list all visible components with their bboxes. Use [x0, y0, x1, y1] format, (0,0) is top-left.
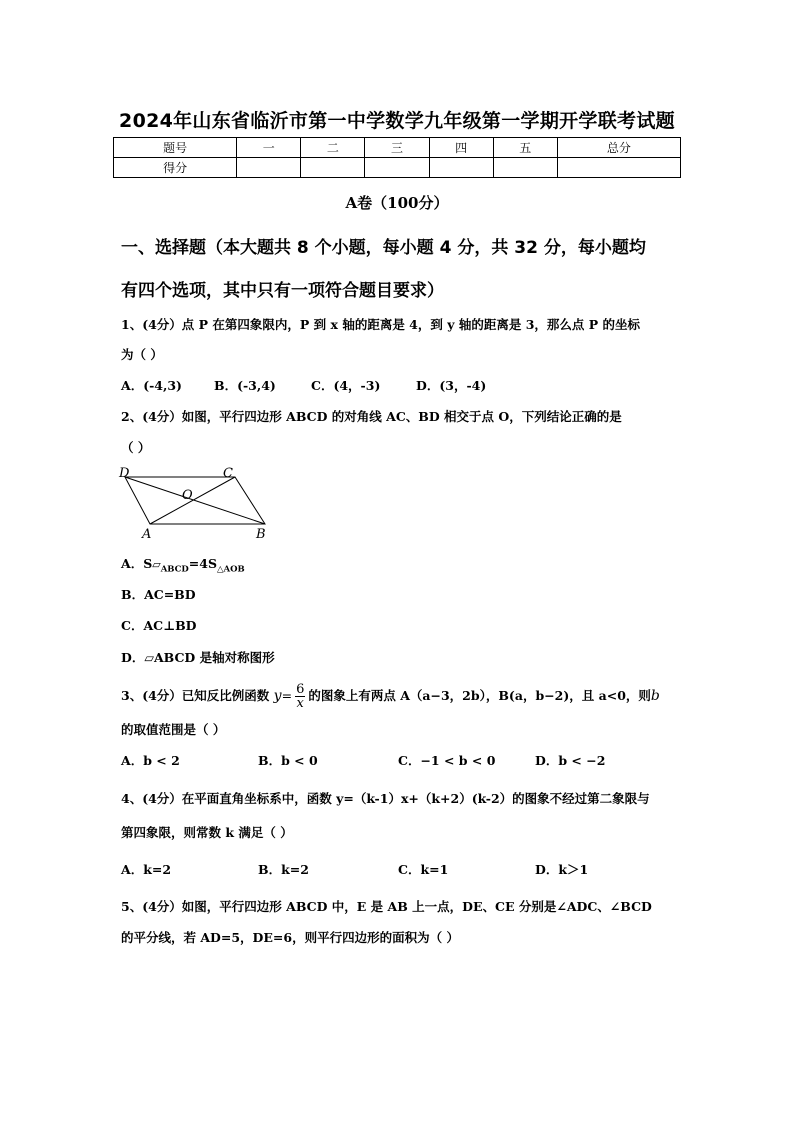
q3-stem-line1 [121, 683, 660, 710]
q2-option-c: C．AC⊥BD [121, 618, 197, 633]
q3-prefix: 3、(4分）已知反比例函数 [121, 688, 270, 703]
q2-option-d: D．▱ABCD 是轴对称图形 [121, 650, 275, 665]
parallelogram-figure [115, 462, 275, 544]
q3-numerator: 6 [296, 682, 305, 697]
option-a-mid: =4S [188, 556, 217, 571]
q3-option-d: D．b < −2 [535, 753, 606, 768]
q4-option-a: A．k=2 [121, 862, 172, 877]
q1-option-d: D．(3，-4) [416, 378, 487, 393]
table-cell: 题号 [114, 138, 237, 158]
q2-stem-line2: （ ） [121, 440, 151, 455]
parallelogram-symbol: ▱ [152, 558, 161, 571]
q1-option-b: B．(-3,4) [214, 378, 276, 393]
q5-stem-line1: 5、(4分）如图，平行四边形 ABCD 中，E 是 AB 上一点，DE、CE 分别是∠ADC、∠BCD [121, 899, 652, 914]
q3-option-b: B．b < 0 [258, 753, 318, 768]
q1-stem-line2: 为（ ） [121, 347, 163, 362]
table-cell [493, 158, 557, 178]
option-a-sub2: △AOB [216, 564, 245, 575]
table-cell: 得分 [114, 158, 237, 178]
q4-option-c: C．k=1 [398, 862, 449, 877]
table-cell [365, 158, 429, 178]
part1-heading-line1: 一、选择题（本大题共 8 个小题，每小题 4 分，共 32 分，每小题均 [121, 238, 646, 258]
q4-option-d: D．k＞1 [535, 862, 589, 877]
part1-heading-line2: 有四个选项，其中只有一项符合题目要求） [121, 281, 444, 301]
option-a-sub1: ABCD [160, 564, 189, 575]
q2-option-b: B．AC=BD [121, 587, 196, 602]
table-cell: 总分 [557, 138, 680, 158]
q3-fraction [295, 683, 305, 710]
section-heading: A卷（100分） [345, 194, 449, 212]
table-cell: 二 [301, 138, 365, 158]
q4-option-b: B．k=2 [258, 862, 309, 877]
table-cell [557, 158, 680, 178]
table-cell [237, 158, 301, 178]
q5-stem-line2: 的平分线，若 AD=5，DE=6，则平行四边形的面积为（ ） [121, 930, 459, 945]
page-title: 2024年山东省临沂市第一中学数学九年级第一学期开学联考试题 [119, 110, 675, 132]
label-b: B [256, 527, 266, 542]
table-cell [301, 158, 365, 178]
q2-option-a [121, 554, 245, 575]
table-cell: 五 [493, 138, 557, 158]
table-cell: 三 [365, 138, 429, 158]
table-cell [429, 158, 493, 178]
score-table-score-row [114, 158, 681, 178]
q3-option-c: C．−1 < b < 0 [398, 753, 496, 768]
q1-option-c: C．(4，-3) [311, 378, 381, 393]
table-cell: 四 [429, 138, 493, 158]
q3-denominator: x [296, 696, 304, 711]
q1-option-a: A．(-4,3) [121, 378, 182, 393]
score-table [113, 137, 681, 178]
q4-stem-line1: 4、(4分）在平面直角坐标系中，函数 y=（k-1）x+（k+2）(k-2）的图象不经过第二象限与 [121, 791, 650, 806]
q3-equals: = [281, 688, 293, 703]
q4-stem-line2: 第四象限，则常数 k 满足（ ） [121, 825, 293, 840]
q3-var-y: y [273, 688, 282, 704]
q3-stem-line2: 的取值范围是（ ） [121, 722, 226, 737]
label-c: C [223, 466, 233, 481]
q3-var-b: b [650, 688, 660, 704]
q3-suffix: 的图象上有两点 A（a−3，2b），B(a，b−2)，且 a<0，则 [308, 688, 651, 703]
option-a-prefix: A．S [121, 556, 153, 571]
table-cell: 一 [237, 138, 301, 158]
q1-stem-line1: 1、(4分）点 P 在第四象限内，P 到 x 轴的距离是 4，到 y 轴的距离是 3，那么点 P 的坐标 [121, 317, 640, 332]
score-table-header-row [114, 138, 681, 158]
label-o: O [182, 488, 193, 503]
q3-option-a: A．b < 2 [121, 753, 180, 768]
q2-stem-line1: 2、(4分）如图，平行四边形 ABCD 的对角线 AC、BD 相交于点 O，下列结论正确的是 [121, 409, 622, 424]
label-d: D [119, 466, 130, 481]
label-a: A [142, 527, 152, 542]
